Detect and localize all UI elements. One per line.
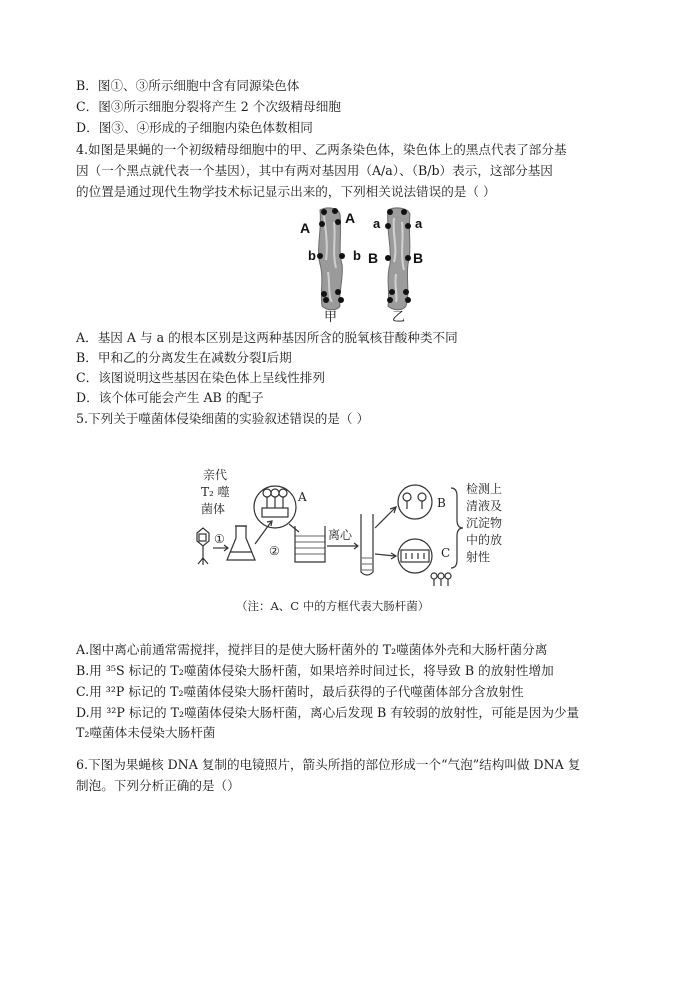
- q4-stem-line-3: 的位置是通过现代生物学技术标记显示出来的，下列相关说法错误的是（ ）: [76, 184, 496, 199]
- gene-label-a-right: a: [415, 216, 423, 231]
- step-1-label: ①: [214, 532, 225, 546]
- q4-option-b: B．甲和乙的分离发生在减数分裂Ⅰ后期: [76, 350, 292, 365]
- q5-option-c: C.用 ³²P 标记的 T₂噬菌体侵染大肠杆菌时，最后获得的子代噬菌体部分含放射性: [76, 684, 524, 699]
- figure-note: （注：A、C 中的方框代表大肠杆菌）: [236, 599, 430, 613]
- gene-label-B-right: B: [413, 250, 424, 266]
- detect-text-2: 清液及: [466, 499, 503, 513]
- figure-label-A: A: [298, 490, 307, 504]
- chromosome-figure: [298, 202, 448, 326]
- q6-stem-line-2: 制泡。下列分析正确的是（）: [76, 778, 240, 793]
- q4-stem-line-2: 因（一个黑点就代表一个基因），其中有两对基因用（A/a）、（B/b）表示，这部分基因: [76, 163, 553, 178]
- q5-option-a: A.图中离心前通常需搅拌，搅拌目的是使大肠杆菌外的 T₂噬菌体外壳和大肠杆菌分离: [76, 642, 548, 657]
- parent-phage-label-2: T₂ 噬: [201, 485, 230, 499]
- parent-phage-label-1: 亲代: [203, 468, 228, 482]
- detect-text-3: 沉淀物: [466, 516, 503, 530]
- gene-label-A-right: A: [345, 210, 356, 226]
- gene-label-B-left: B: [368, 250, 379, 266]
- detect-text-1: 检测上: [466, 482, 503, 496]
- gene-label-b-left: b: [308, 248, 316, 263]
- step-2-label: ②: [269, 544, 280, 558]
- q3-option-c: C．图③所示细胞分裂将产生 2 个次级精母细胞: [76, 99, 341, 114]
- centrifuge-label: 离心: [328, 528, 353, 542]
- q5-option-b: B.用 ³⁵S 标记的 T₂噬菌体侵染大肠杆菌，如果培养时间过长，将导致 B 的放射性增加: [76, 663, 554, 678]
- detect-text-4: 中的放: [466, 533, 503, 547]
- q4-option-c: C．该图说明这些基因在染色体上呈线性排列: [76, 370, 325, 385]
- q4-option-d: D．该个体可能会产生 AB 的配子: [76, 390, 264, 405]
- q6-stem-line-1: 6.下图为果蝇核 DNA 复制的电镜照片，箭头所指的部位形成一个“气泡”结构叫做 DNA 复: [76, 757, 581, 772]
- q4-option-a: A．基因 A 与 a 的根本区别是这两种基因所含的脱氧核苷酸种类不同: [76, 330, 458, 345]
- q5-option-d-line-2: T₂噬菌体未侵染大肠杆菌: [76, 725, 216, 740]
- figure-label-C: C: [441, 546, 451, 560]
- parent-phage-label-3: 菌体: [201, 502, 226, 516]
- q5-option-d-line-1: D.用 ³²P 标记的 T₂噬菌体侵染大肠杆菌，离心后发现 B 有较弱的放射性，可能是因为少量: [76, 705, 580, 720]
- gene-label-A-left: A: [300, 220, 311, 236]
- detect-text-5: 射性: [466, 550, 491, 564]
- gene-label-a-left: a: [373, 216, 381, 231]
- chromosome-caption-yi: 乙: [392, 310, 406, 325]
- chromosome-caption-jia: 甲: [324, 310, 338, 325]
- gene-label-b-right: b: [353, 248, 361, 263]
- q3-option-d: D．图③、④形成的子细胞内染色体数相同: [76, 120, 313, 135]
- q3-option-b: B．图①、③所示细胞中含有同源染色体: [76, 78, 300, 93]
- q5-stem: 5.下列关于噬菌体侵染细菌的实验叙述错误的是（ ）: [76, 411, 370, 426]
- figure-label-B: B: [437, 496, 446, 510]
- q4-stem-line-1: 4.如图是果蝇的一个初级精母细胞中的甲、乙两条染色体，染色体上的黑点代表了部分基: [76, 142, 567, 157]
